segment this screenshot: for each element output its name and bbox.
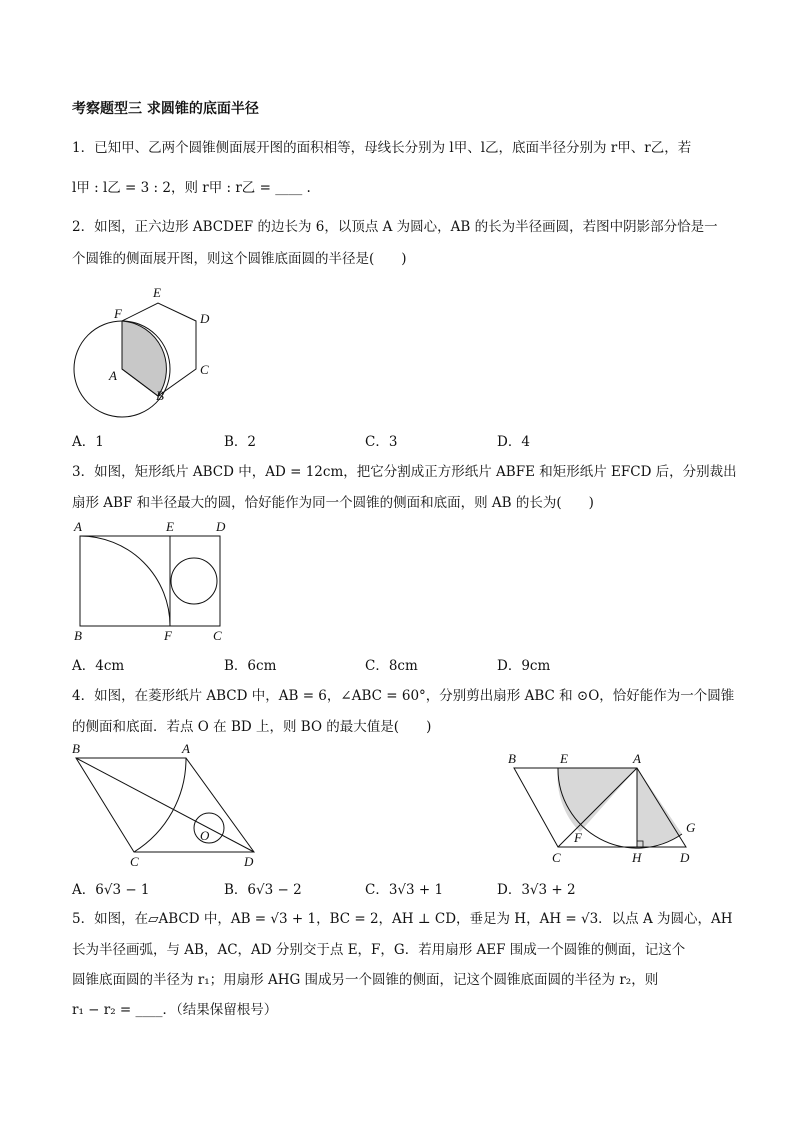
q4-text-line1: 4．如图，在菱形纸片 ABCD 中，AB = 6，∠ABC = 60°，分别剪出扇形 ABC 和 ⊙O，恰好能作为一个圆锥 <box>72 688 735 704</box>
q5-label-f: F <box>574 830 582 845</box>
q1-text-line1: 1．已知甲、乙两个圆锥侧面展开图的面积相等，母线长分别为 l甲、l乙，底面半径分别为 r甲、r乙，若 <box>72 140 692 156</box>
q4-left-diagonal-bd <box>76 758 254 852</box>
q4-option-d[interactable]: D．3√3 + 2 <box>497 882 576 898</box>
q2-label-a: A <box>109 368 117 383</box>
q2-shaded-sector <box>122 321 166 396</box>
q3-label-f: F <box>164 628 172 643</box>
q3-text-line1: 3．如图，矩形纸片 ABCD 中，AD = 12cm，把它分割成正方形纸片 ABFE 和矩形纸片 EFCD 后，分别裁出 <box>72 464 737 480</box>
q4-left-label-o: O <box>200 828 210 843</box>
q5-label-b: B <box>508 751 516 766</box>
q3-option-c[interactable]: C．8cm <box>365 658 418 674</box>
q5-label-a: A <box>633 751 641 766</box>
q4-left-arc <box>134 758 186 852</box>
q5-parallelogram-figure <box>500 748 710 870</box>
q5-text-line4: r₁ − r₂ = ____．（结果保留根号） <box>72 1002 278 1018</box>
q3-label-a: A <box>74 519 82 534</box>
q5-label-e: E <box>560 751 568 766</box>
q5-label-h: H <box>632 850 642 865</box>
q2-text-line1: 2．如图，正六边形 ABCDEF 的边长为 6，以顶点 A 为圆心，AB 的长为半径画圆，若图中阴影部分恰是一 <box>72 219 718 235</box>
q3-option-b[interactable]: B．6cm <box>224 658 277 674</box>
q3-rectangle <box>80 536 220 626</box>
q3-option-a[interactable]: A．4cm <box>72 658 125 674</box>
q2-option-c[interactable]: C．3 <box>365 434 398 450</box>
q2-label-b: B <box>156 388 164 403</box>
q3-label-d: D <box>216 519 226 534</box>
q2-option-a[interactable]: A．1 <box>72 434 104 450</box>
q2-label-e: E <box>153 285 161 300</box>
q2-option-b[interactable]: B．2 <box>224 434 257 450</box>
q3-text-line2: 扇形 ABF 和半径最大的圆，恰好能作为同一个圆锥的侧面和底面，则 AB 的长为( ) <box>72 495 594 511</box>
q4-left-label-a: A <box>182 741 190 756</box>
q1-text-line2: l甲 : l乙 = 3 : 2，则 r甲 : r乙 = ____ . <box>72 180 311 196</box>
q2-hexagon-figure <box>60 280 230 420</box>
q3-option-d[interactable]: D．9cm <box>497 658 551 674</box>
q5-label-c: C <box>552 850 561 865</box>
q5-text-line3: 圆锥底面圆的半径为 r₁；用扇形 AHG 围成另一个圆锥的侧面，记这个圆锥底面圆的半径为 r₂，则 <box>72 972 659 988</box>
q3-label-c: C <box>213 628 222 643</box>
q4-option-c[interactable]: C．3√3 + 1 <box>365 882 444 898</box>
q2-option-d[interactable]: D．4 <box>497 434 530 450</box>
q2-text-line2: 个圆锥的侧面展开图，则这个圆锥底面圆的半径是( ) <box>72 251 407 267</box>
q4-option-a[interactable]: A．6√3 − 1 <box>72 882 150 898</box>
q2-label-d: D <box>200 311 210 326</box>
q2-label-c: C <box>200 362 209 377</box>
q2-label-f: F <box>114 306 122 321</box>
q4-left-label-b: B <box>72 741 80 756</box>
q4-left-label-d: D <box>244 854 254 869</box>
q3-label-b: B <box>74 628 82 643</box>
q4-option-b[interactable]: B．6√3 − 2 <box>224 882 302 898</box>
q4-rhombus-figure-left <box>64 740 264 870</box>
q3-label-e: E <box>166 519 174 534</box>
section-heading: 考察题型三 求圆锥的底面半径 <box>72 101 259 117</box>
q3-arc-abf <box>80 536 170 626</box>
q5-shaded-sector-aef <box>558 768 637 832</box>
q5-label-d: D <box>680 850 690 865</box>
q3-rectangle-figure <box>68 518 238 646</box>
q5-shaded-sector-ahg <box>637 768 682 847</box>
q4-left-label-c: C <box>130 854 139 869</box>
q3-circle <box>171 558 217 604</box>
q5-text-line1: 5．如图，在▱ABCD 中，AB = √3 + 1，BC = 2，AH ⊥ CD，垂足为 H，AH = √3．以点 A 为圆心，AH <box>72 911 733 927</box>
q4-text-line2: 的侧面和底面．若点 O 在 BD 上，则 BO 的最大值是( ) <box>72 719 432 735</box>
q5-label-g: G <box>686 820 696 835</box>
q5-text-line2: 长为半径画弧，与 AB，AC，AD 分别交于点 E，F，G．若用扇形 AEF 围成一个圆锥的侧面，记这个 <box>72 942 686 958</box>
